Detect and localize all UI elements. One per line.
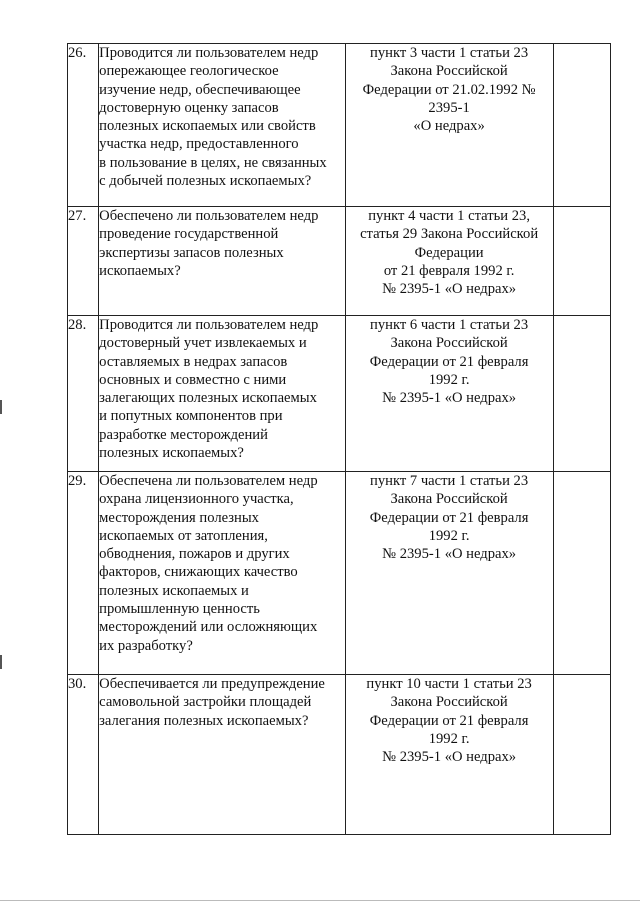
question-cell <box>99 675 345 835</box>
law-reference-cell <box>345 675 553 835</box>
law-reference-cell <box>345 44 553 207</box>
question-text: Проводится ли пользователем недр достоверный учет извлекаемых и оставляемых в недрах запасов основных и совместно с ними залегающих полезных ископаемых и попутных компонентов при разработке месторождений полезных ископаемых? <box>99 317 319 462</box>
table-row <box>68 316 611 472</box>
checklist-table <box>67 43 611 835</box>
law-reference-cell <box>345 472 553 675</box>
answer-cell <box>553 675 610 835</box>
question-cell <box>99 316 345 472</box>
law-reference-text: пункт 7 части 1 статьи 23 Закона Российской Федерации от 21 февраля 1992 г. № 2395-1 «О недрах» <box>369 473 529 563</box>
table-row <box>68 675 611 835</box>
row-number: 26. <box>68 44 99 207</box>
law-reference-text: пункт 10 части 1 статьи 23 Закона Российской Федерации от 21 февраля 1992 г. № 2395-1 «О недрах» <box>366 676 532 766</box>
row-number: 27. <box>68 207 99 316</box>
page-bottom-edge <box>0 900 640 901</box>
law-reference-cell <box>345 207 553 316</box>
question-text: Проводится ли пользователем недр опережающее геологическое изучение недр, обеспечивающее достоверную оценку запасов полезных ископаемых или свойств участка недр, предоставленного в пользование в целях, не связанных с добычей полезных ископаемых? <box>99 45 327 190</box>
question-text: Обеспечено ли пользователем недр проведение государственной экспертизы запасов полезных ископаемых? <box>99 208 319 279</box>
answer-cell <box>553 316 610 472</box>
answer-cell <box>553 207 610 316</box>
question-cell <box>99 44 345 207</box>
law-reference-cell <box>345 316 553 472</box>
question-text: Обеспечивается ли предупреждение самовольной застройки площадей залегания полезных ископаемых? <box>99 676 325 729</box>
law-reference-text: пункт 4 части 1 статьи 23, статья 29 Закона Российской Федерации от 21 февраля 1992 г. № 2395-1 «О недрах» <box>360 208 539 298</box>
question-text: Обеспечена ли пользователем недр охрана лицензионного участка, месторождения полезных ископаемых от затопления, обводнения, пожаров и других факторов, снижающих качество полезных ископаемых и промышленную ценность месторождений или осложняющих их разработку? <box>99 473 318 654</box>
scan-edge-mark <box>0 655 2 669</box>
table-row <box>68 207 611 316</box>
row-number: 28. <box>68 316 99 472</box>
answer-cell <box>553 44 610 207</box>
table-row <box>68 472 611 675</box>
table-row <box>68 44 611 207</box>
question-cell <box>99 207 345 316</box>
law-reference-text: пункт 6 части 1 статьи 23 Закона Российской Федерации от 21 февраля 1992 г. № 2395-1 «О недрах» <box>369 317 529 407</box>
scan-edge-mark <box>0 400 2 414</box>
answer-cell <box>553 472 610 675</box>
row-number: 29. <box>68 472 99 675</box>
question-cell <box>99 472 345 675</box>
law-reference-text: пункт 3 части 1 статьи 23 Закона Российской Федерации от 21.02.1992 № 2395-1 «О недрах» <box>362 45 536 135</box>
row-number: 30. <box>68 675 99 835</box>
